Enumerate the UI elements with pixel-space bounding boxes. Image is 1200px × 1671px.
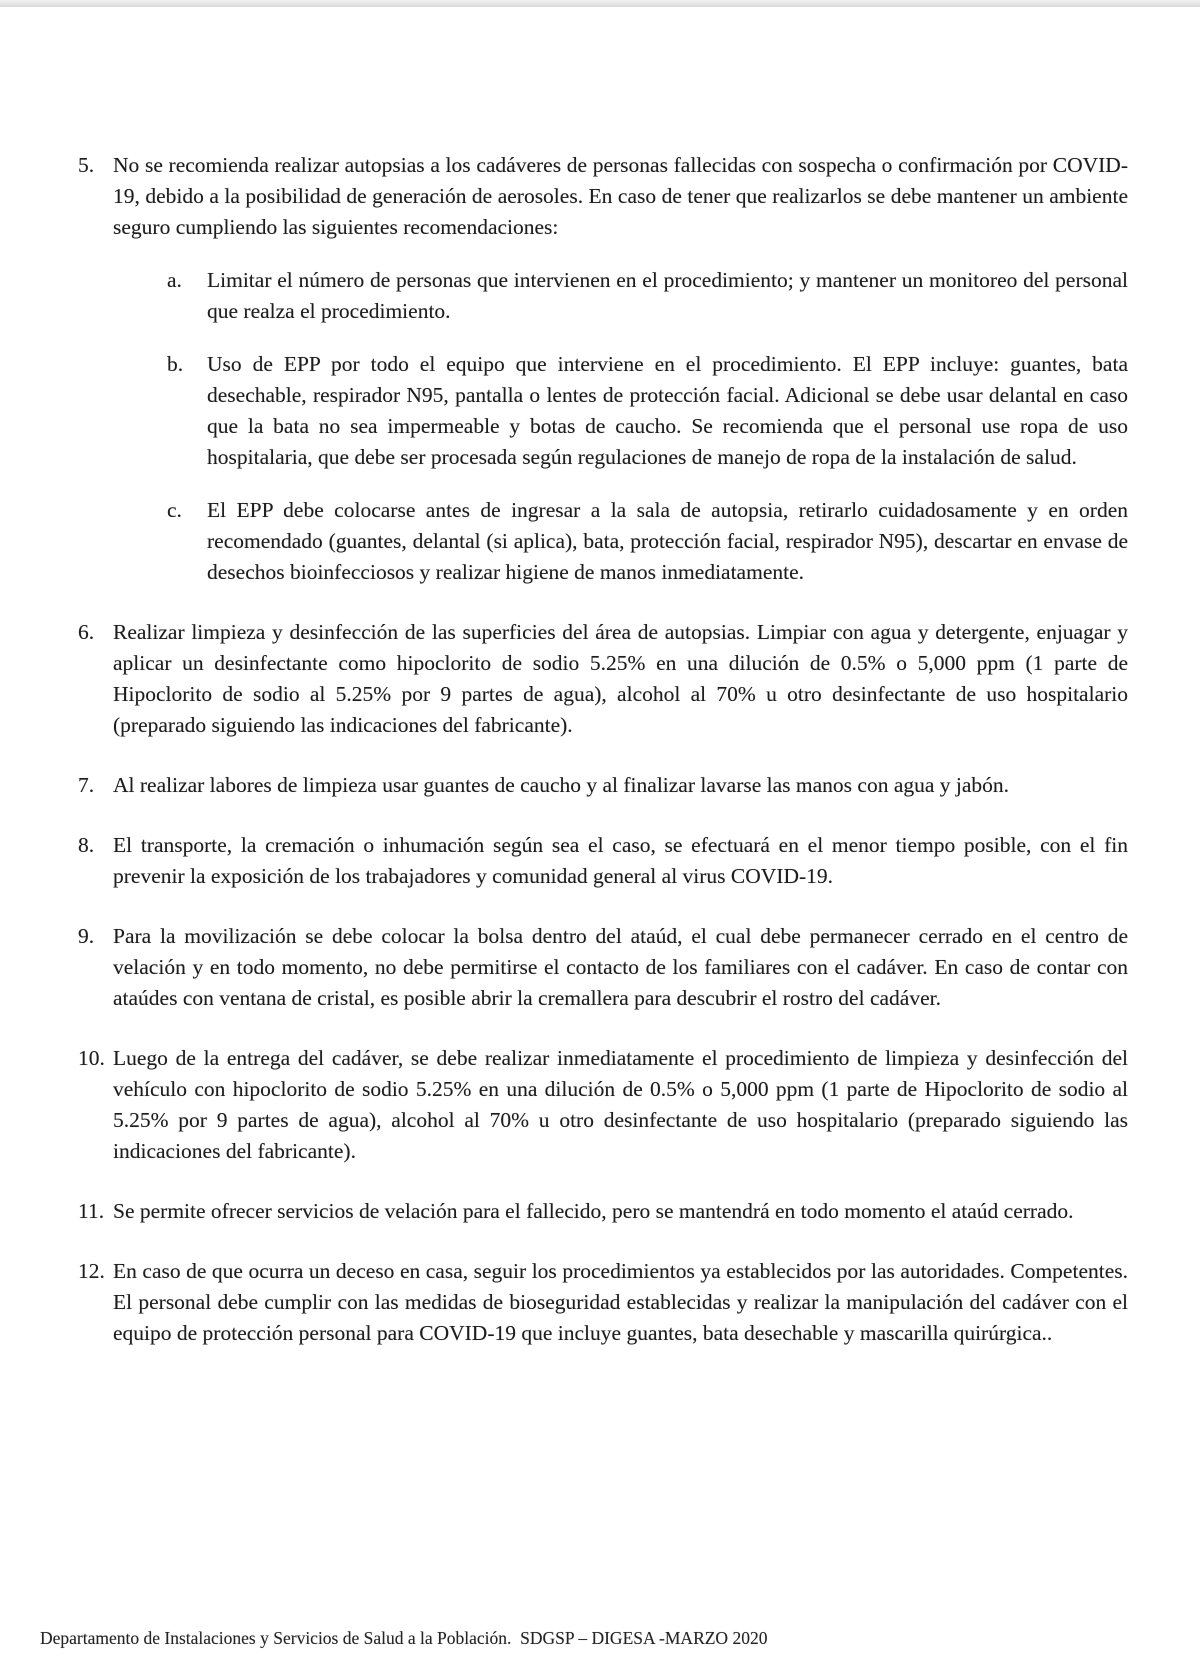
list-item-5 [78, 150, 1128, 588]
item-number: 8. [78, 833, 95, 857]
sub-item-label: a. [167, 268, 182, 292]
list-item-10 [78, 1043, 1128, 1167]
sub-item-b [167, 349, 1128, 473]
item-text: No se recomienda realizar autopsias a los cadáveres de personas fallecidas con sospecha o confirmación por COVID-19, debido a la posibilidad de generación de aerosoles. En caso de tener que realizarlos se debe mantener un ambiente seguro cumpliendo las siguientes recomendaciones: [113, 153, 1128, 239]
sub-item-a [167, 265, 1128, 327]
item-number: 7. [78, 773, 95, 797]
sub-item-text: Uso de EPP por todo el equipo que interviene en el procedimiento. El EPP incluye: guantes, bata desechable, respirador N95, pantalla o lentes de protección facial. Adicional se debe usar delantal en caso que la bata no sea impermeable y botas de caucho. Se recomienda que el personal use ropa de uso hospitalaria, que debe ser procesada según regulaciones de manejo de ropa de la instalación de salud. [207, 352, 1128, 469]
list-item-11 [78, 1196, 1128, 1227]
item-text: El transporte, la cremación o inhumación según sea el caso, se efectuará en el menor tiempo posible, con el fin prevenir la exposición de los trabajadores y comunidad general al virus COVID-19. [113, 833, 1128, 888]
item-text: Luego de la entrega del cadáver, se debe realizar inmediatamente el procedimiento de limpieza y desinfección del vehículo con hipoclorito de sodio 5.25% en una dilución de 0.5% o 5,000 ppm (1 parte de Hipoclorito de sodio al 5.25% por 9 partes de agua), alcohol al 70% u otro desinfectante de uso hospitalario (preparado siguiendo las indicaciones del fabricante). [113, 1046, 1128, 1163]
item-number: 11. [78, 1199, 105, 1223]
document-body [78, 150, 1128, 1349]
sub-item-label: b. [167, 352, 184, 376]
item-number: 5. [78, 153, 95, 177]
list-item-12 [78, 1256, 1128, 1349]
list-item-7 [78, 770, 1128, 801]
sub-item-c [167, 495, 1128, 588]
item-text: Para la movilización se debe colocar la bolsa dentro del ataúd, el cual debe permanecer cerrado en el centro de velación y en todo momento, no debe permitirse el contacto de los familiares con el cadáver. En caso de contar con ataúdes con ventana de cristal, es posible abrir la cremallera para descubrir el rostro del cadáver. [113, 924, 1128, 1010]
item-text: Se permite ofrecer servicios de velación para el fallecido, pero se mantendrá en todo momento el ataúd cerrado. [113, 1199, 1074, 1223]
item-number: 12. [78, 1259, 105, 1283]
footer-text: Departamento de Instalaciones y Servicios de Salud a la Población. SDGSP – DIGESA -MARZO 2020 [40, 1628, 768, 1648]
scan-edge-shadow [0, 0, 1200, 7]
sub-item-label: c. [167, 498, 182, 522]
item-number: 6. [78, 620, 95, 644]
item-text: En caso de que ocurra un deceso en casa, seguir los procedimientos ya establecidos por las autoridades. Competentes. El personal debe cumplir con las medidas de bioseguridad establecidas y realizar la manipulación del cadáver con el equipo de protección personal para COVID-19 que incluye guantes, bata desechable y mascarilla quirúrgica.. [113, 1259, 1128, 1345]
item-text: Al realizar labores de limpieza usar guantes de caucho y al finalizar lavarse las manos con agua y jabón. [113, 773, 1010, 797]
sub-item-text: Limitar el número de personas que intervienen en el procedimiento; y mantener un monitoreo del personal que realza el procedimiento. [207, 268, 1128, 323]
list-item-9 [78, 921, 1128, 1014]
list-item-6 [78, 617, 1128, 741]
item-text: Realizar limpieza y desinfección de las superficies del área de autopsias. Limpiar con agua y detergente, enjuagar y aplicar un desinfectante como hipoclorito de sodio 5.25% en una dilución de 0.5% o 5,000 ppm (1 parte de Hipoclorito de sodio al 5.25% por 9 partes de agua), alcohol al 70% u otro desinfectante de uso hospitalario (preparado siguiendo las indicaciones del fabricante). [113, 620, 1128, 737]
sub-item-text: El EPP debe colocarse antes de ingresar a la sala de autopsia, retirarlo cuidadosamente y en orden recomendado (guantes, delantal (si aplica), bata, protección facial, respirador N95), descartar en envase de desechos bioinfecciosos y realizar higiene de manos inmediatamente. [207, 498, 1128, 584]
item-number: 10. [78, 1046, 105, 1070]
item-number: 9. [78, 924, 95, 948]
sub-list [113, 265, 1128, 588]
list-item-8 [78, 830, 1128, 892]
